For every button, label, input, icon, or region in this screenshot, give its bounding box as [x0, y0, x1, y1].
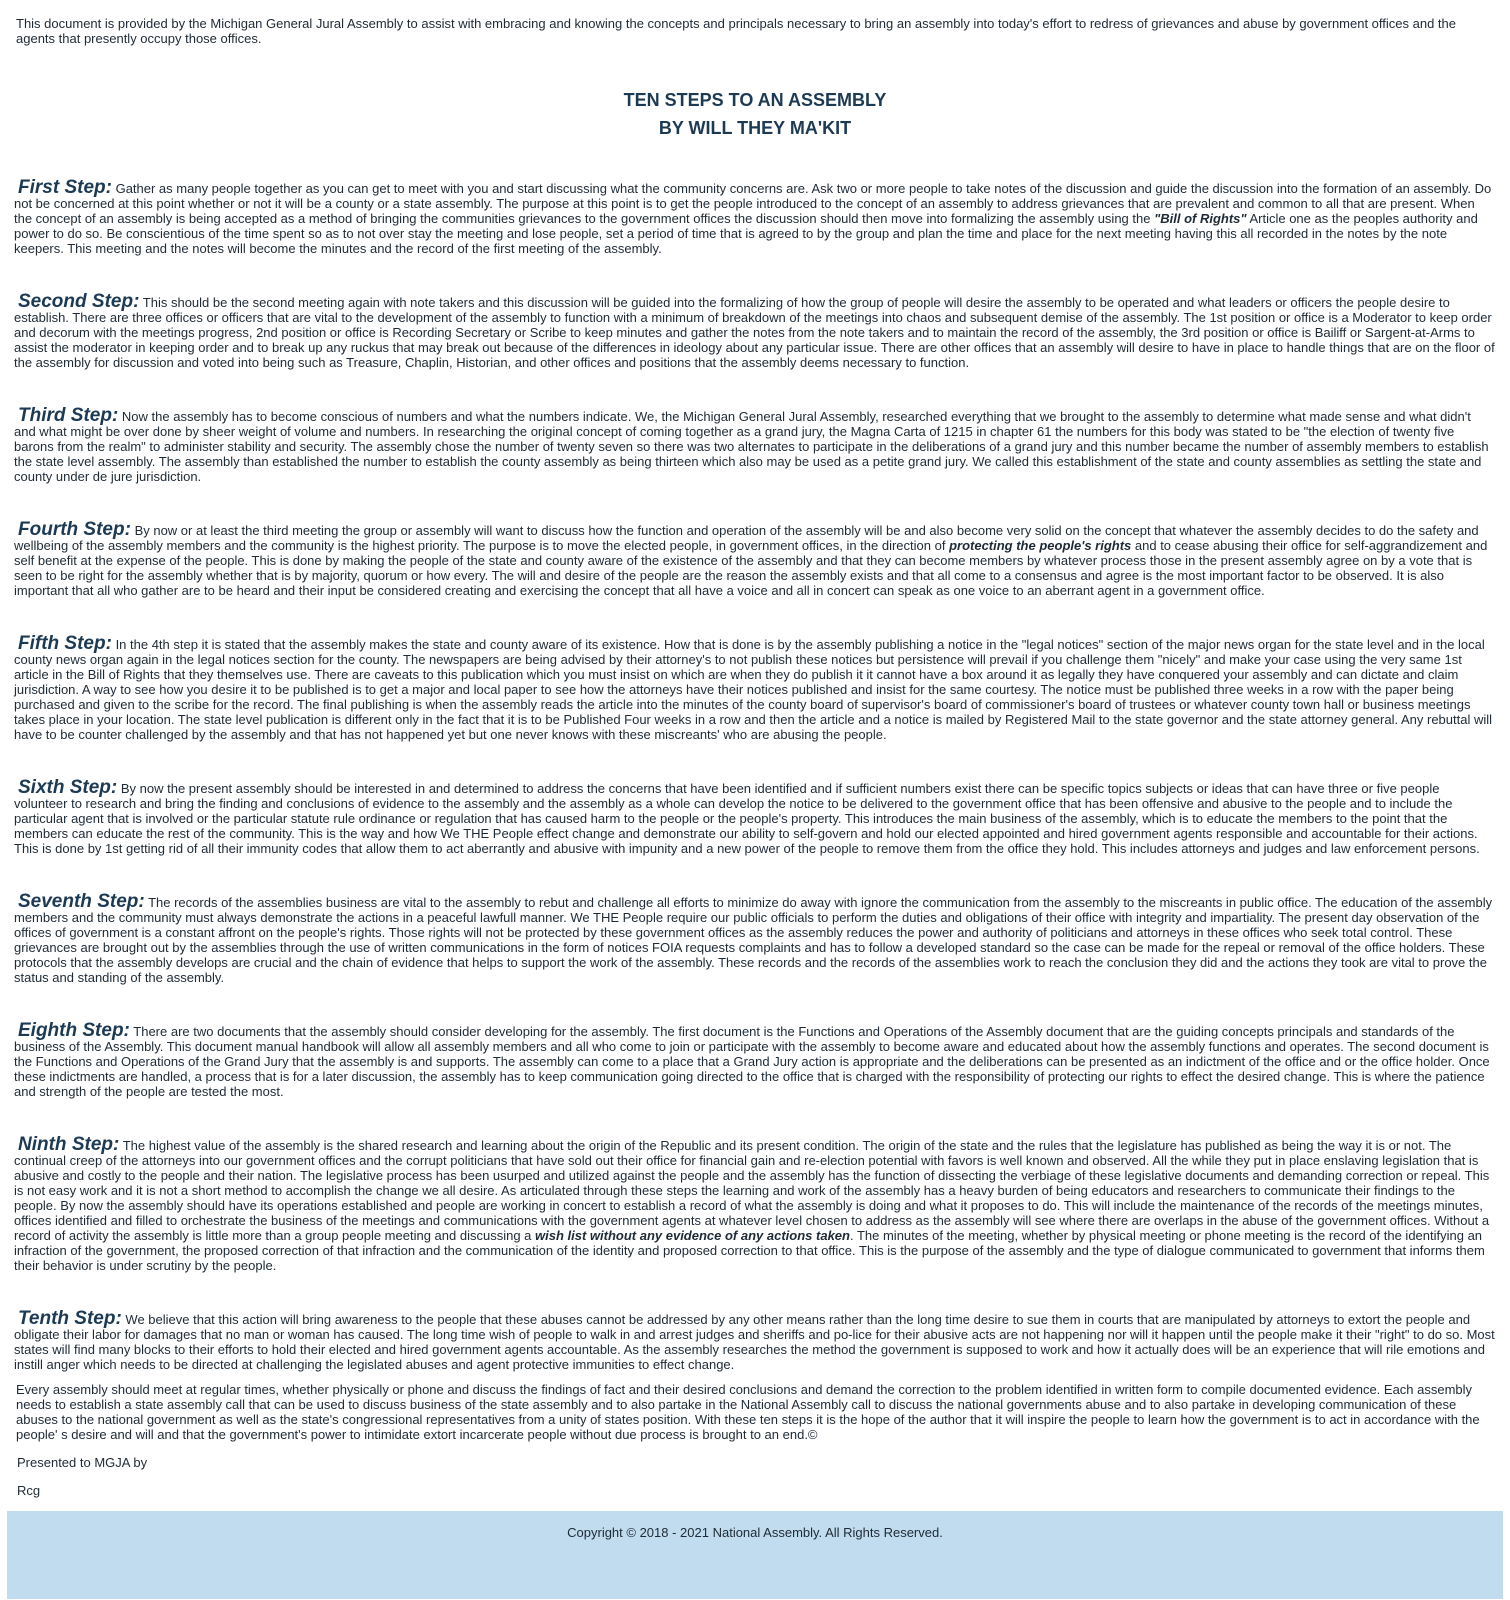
- step-emphasis: "Bill of Rights": [1154, 211, 1247, 226]
- step-text: This should be the second meeting again with note takers and this discussion will be guided into the formalizing of how the group of people will desire the assembly to be operated and what leaders or officers the people desire to establish. There are three offices or officers that are vital to the development of the assembly to function with a minimum of breakdown of the meetings into chaos and subsequent demise of the assembly. The 1st position or office is a Moderator to keep order and decorum with the meetings progress, 2nd position or office is Recording Secretary or Scribe to keep minutes and gather the notes from the note takers and to maintain the record of the assembly, the 3rd position or office is Bailiff or Sargent-at-Arms to assist the moderator in keeping order and to break up any ruckus that may break out because of the differences in ideology about any particular issue. There are other offices that an assembly will desire to have in place to handle things that are on the floor of the assembly for discussion and voted into being such as Treasure, Chaplin, Historian, and other offices and positions that the assembly deems necessary to function.: [14, 295, 1495, 370]
- step-text-continued: Article one as the peoples authority and power to do so. Be conscientious of the time spent so as to not over stay the meeting and lose people, set a period of time that is agreed to by the group and plan the time and place for the next meeting having this all recorded in the notes by the note keepers. This meeting and the notes will become the minutes and the record of the first meeting of the assembly.: [14, 211, 1478, 256]
- step-text: Gather as many people together as you can get to meet with you and start discussing what the community concerns are. Ask two or more people to take notes of the discussion and guide the discussion into the formation of an assembly. Do not be concerned at this point whether or not it will be a county or a state assembly. The purpose at this point is to get the people introduced to the concept of an assembly to address grievances that are prevalent and common to all that are present. When the concept of an assembly is being accepted as a method of bringing the communities grievances to the government offices the discussion should then move into formalizing the assembly using the: [14, 181, 1492, 226]
- step-section: [14, 405, 1496, 484]
- intro-paragraph: This document is provided by the Michigan General Jural Assembly to assist with embracing and knowing the concepts and principals necessary to bring an assembly into today's effort to redress of grievances and abuse by government offices and the agents that presently occupy those offices.: [16, 16, 1457, 46]
- step-text: The records of the assemblies business are vital to the assembly to rebut and challenge all efforts to minimize do away with ignore the communication from the assembly to the miscreants in public office. The education of the assembly members and the community must always demonstrate the actions in a peaceful lawfull manner. We THE People require our public officials to perform the duties and obligations of their office with integrity and impartiality. The present day observation of the offices of government is a constant affront on the people's rights. Those rights will not be protected by these government offices as the assembly reduces the power and authority of politicians and attorneys in these offices who seek total control. These grievances are brought out by the assemblies through the use of written communications in the form of notices FOIA requests complaints and has to follow a developed standard so the case can be made for the repeal or removal of the office holders. These protocols that the assembly develops are crucial and the chain of evidence that helps to support the work of the assembly. These records and the records of the assemblies work to reach the conclusion they did and the actions they took are vital to prove the status and standing of the assembly.: [14, 895, 1493, 985]
- step-heading: Second Step:: [18, 291, 140, 312]
- author-initials: Rcg: [17, 1483, 41, 1498]
- step-section: [14, 291, 1496, 370]
- presented-by: Presented to MGJA by: [17, 1455, 148, 1470]
- step-heading: Third Step:: [18, 405, 119, 426]
- step-emphasis: protecting the people's rights: [949, 538, 1132, 553]
- step-section: [14, 891, 1496, 985]
- step-text-continued: and to cease abusing their office for self-aggrandizement and self benefit at the expense of the people. This is done by making the people of the state and county aware of the existence of the assembly and that they can become members by whatever process those in the present assembly agree on by a vote that is seen to be right for the assembly whether that is by majority, quorum or how every. The will and desire of the people are the reason the assembly exists and that all come to a consensus and agree is the most important factor to be observed. It is also important that all who gather are to be heard and their input be considered creating and exercising the concept that all have a voice and all in concert can speak as one voice to an aberrant agent in a government office.: [14, 538, 1488, 598]
- step-heading: Fourth Step:: [18, 519, 131, 540]
- title-line: TEN STEPS TO AN ASSEMBLY: [623, 90, 887, 110]
- step-text: There are two documents that the assembly should consider developing for the assembly. The first document is the Functions and Operations of the Assembly document that are the guiding concepts principals and standards of the business of the Assembly. This document manual handbook will allow all assembly members and all who come to join or participate with the assembly to become aware and educated about how the assembly functions and operates. The second document is the Functions and Operations of the Grand Jury that the assembly is and supports. The assembly can come to a place that a Grand Jury action is appropriate and the deliberations can be presented as an indictment of the office and or the office holder. Once these indictments are handled, a process that is for a later discussion, the assembly has to keep communication going directed to the office that is charged with the responsibility of protecting our rights to effect the desired change. This is where the patience and strength of the people are tested the most.: [14, 1024, 1490, 1099]
- step-section: [14, 777, 1496, 856]
- step-heading: Sixth Step:: [18, 777, 118, 798]
- page-title: [14, 86, 1496, 142]
- step-text: Now the assembly has to become conscious of numbers and what the numbers indicate. We, the Michigan General Jural Assembly, researched everything that we brought to the assembly to determine what made sense and what didn't and what might be over done by sheer weight of volume and numbers. In researching the original concept of coming together as a grand jury, the Magna Carta of 1215 in chapter 61 the numbers for this body was stated to be "the election of twenty five barons from the realm" to administer stability and security. The assembly chose the number of twenty seven so there was two alternates to participate in the deliberations of a grand jury and this number became the number of assembly members to establish the state level assembly. The assembly than established the number to establish the county assembly as being thirteen which also may be used as a petite grand jury. We called this establishment of the state and county assemblies as settling the state and county under de jure jurisdiction.: [14, 409, 1489, 484]
- step-section: [14, 177, 1496, 256]
- step-heading: Ninth Step:: [18, 1134, 120, 1155]
- step-heading: Fifth Step:: [18, 633, 112, 654]
- step-section: [14, 1308, 1496, 1372]
- step-heading: Eighth Step:: [18, 1020, 130, 1041]
- step-heading: First Step:: [18, 177, 112, 198]
- step-section: [14, 633, 1496, 742]
- step-emphasis: wish list without any evidence of any actions taken: [535, 1228, 850, 1243]
- closing-paragraph: Every assembly should meet at regular times, whether physically or phone and discuss the findings of fact and their desired conclusions and demand the correction to the problem identified in written form to compile documented evidence. Each assembly needs to establish a state assembly call that can be used to discuss business of the state assembly and to also partake in the National Assembly call to discuss the national governments abuse and to also partake in developing communication of these abuses to the national government as well as the state's congressional representatives from a unity of states position. With these ten steps it is the hope of the author that it will inspire the people to learn how the government is to act in accordance with the people' s desire and will and that the government's power to intimidate extort incarcerate people without due process is brought to an end.©: [16, 1382, 1480, 1442]
- step-text: By now the present assembly should be interested in and determined to address the concerns that have been identified and if sufficient numbers exist there can be specific topics subjects or ideas that can have three or five people volunteer to research and bring the finding and conclusions of evidence to the assembly and the assembly as a whole can develop the notice to be delivered to the government office that has been offensive and abusive to the people and to include the particular agent that is involved or the particular statute rule ordinance or regulation that has caused harm to the people or the people's property. This introduces the main business of the assembly, which is to educate the members to the point that the members can educate the rest of the community. This is the way and how We THE People effect change and demonstrate our ability to self-govern and hold our elected appointed and hired government agents responsible and accountable for their actions. This is done by 1st getting rid of all their immunity codes that allow them to act aberrantly and abusive with impunity and a new power of the people to remove them from the office they hold. This includes attorneys and judges and law enforcement persons.: [14, 781, 1480, 856]
- step-text: We believe that this action will bring awareness to the people that these abuses cannot be addressed by any other means rather than the long time desire to sue them in courts that are manipulated by attorneys to extort the people and obligate their labor for damages that no man or woman has caused. The long time wish of people to walk in and arrest judges and sheriffs and po-lice for their abusive acts are not happening nor will it happen until the people make it their "right" to do so. Most states will find many blocks to their efforts to hold their elected and hired government agents accountable. As the assembly researches the method the government is supposed to work and how it actually does will be an experience that will rile emotions and instill anger which needs to be directed at challenging the legislated abuses and agent protective immunities to effect change.: [14, 1312, 1495, 1372]
- step-section: [14, 1020, 1496, 1099]
- step-text: In the 4th step it is stated that the assembly makes the state and county aware of its existence. How that is done is by the assembly publishing a notice in the "legal notices" section of the major news organ for the state level and in the local county news organ again in the legal notices section for the county. The newspapers are being advised by their attorney's to not publish these notices but persistence will prevail if you challenge them "nicely" and make your case using the very same 1st article in the Bill of Rights that they themselves use. There are caveats to this publication which you must insist on which are when they do publish it it cannot have a box around it as legally they have conquered your assembly and can dictate and claim jurisdiction. A way to see how you desire it to be published is to get a major and local paper to see how the attorneys have their notices published and insist for the same courtesy. The notice must be published three weeks in a row with the paper being purchased and given to the scribe for the record. The final publishing is when the assembly reads the article into the minutes of the county board of supervisor's board of commissioner's board of trustees or whatever county town hall or business meetings takes place in your location. The state level publication is different only in the fact that it is to be Published Four weeks in a row and then the article and a notice is mailed by Registered Mail to the state governor and the state attorney general. Any rebuttal will have to be counter challenged by the assembly and that has not happened yet but one never knows with these miscreants' who are abusing the people.: [14, 637, 1493, 742]
- step-text: The highest value of the assembly is the shared research and learning about the origin of the Republic and its present condition. The origin of the state and the rules that the legislature has published as being the way it is or not. The continual creep of the attorneys into our government offices and the corrupt politicians that have sold out their office for financial gain and re-election potential with favors is well known and observed. All the while they put in place enslaving legislation that is abusive and costly to the people and their nation. The legislative process has been usurped and utilized against the people and the assembly has the function of dissecting the verbiage of these legislative documents and demanding correction or repeal. This is not easy work and it is not a short method to accomplish the change we all desire. As articulated through these steps the learning and work of the assembly has a heavy burden of being educators and researchers to communicate their findings to the people. By now the assembly should have its operations established and people are working in concert to establish a record of what the assembly is doing and what it proposes to do. This will include the maintenance of the records of the meetings minutes, offices identified and filled to orchestrate the business of the meetings and communications with the government agents at whatever level chosen to address as the assembly will see where there are overlaps in the abuse of the government offices. Without a record of activity the assembly is little more than a group people meeting and discussing a: [14, 1138, 1490, 1243]
- step-heading: Tenth Step:: [18, 1308, 122, 1329]
- step-text: By now or at least the third meeting the group or assembly will want to discuss how the function and operation of the assembly will be and also become very solid on the concept that whatever the assembly decides to do the safety and wellbeing of the assembly members and the community is the highest priority. The purpose is to move the elected people, in government offices, in the direction of: [14, 523, 1479, 553]
- copyright-text: Copyright © 2018 - 2021 National Assembly. All Rights Reserved.: [567, 1525, 943, 1540]
- steps-list: [14, 177, 1496, 1372]
- footer: [7, 1511, 1503, 1599]
- step-section: [14, 519, 1496, 598]
- subtitle-line: BY WILL THEY MA'KIT: [658, 118, 852, 138]
- step-heading: Seventh Step:: [18, 891, 145, 912]
- step-section: [14, 1134, 1496, 1273]
- step-text-continued: . The minutes of the meeting, whether by physical meeting or phone meeting is the record of the identifying an infraction of the government, the proposed correction of that infraction and the communication of the identity and proposed correction to that office. This is the purpose of the assembly and the type of dialogue communicated to government that informs them their behavior is under scrutiny by the people.: [14, 1228, 1485, 1273]
